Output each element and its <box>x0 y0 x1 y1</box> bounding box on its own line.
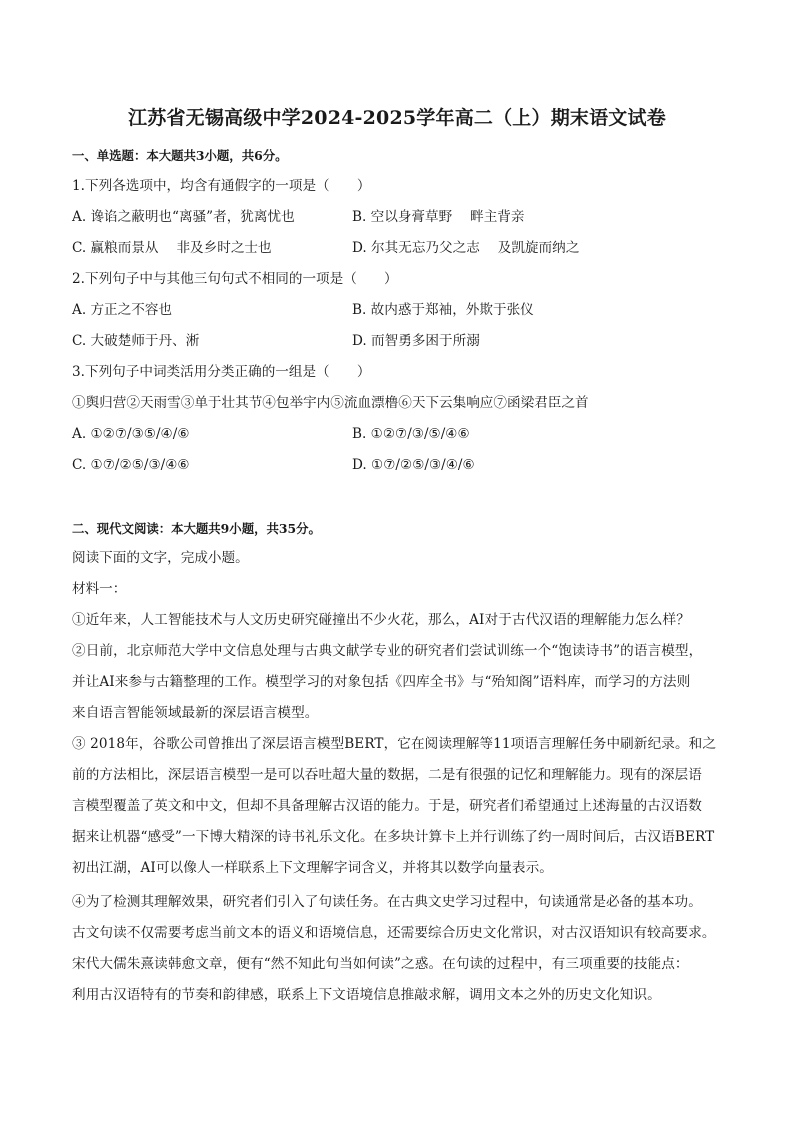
question-3-option-b: B. ①②⑦/③/⑤/④⑥ <box>352 426 470 442</box>
question-3-stem: 3.下列句子中词类活用分类正确的一组是（ ） <box>72 364 371 380</box>
passage-line: ④为了检测其理解效果，研究者们引入了句读任务。在古典文史学习过程中，句读通常是必备的基本功。 <box>72 894 702 910</box>
question-3-option-d: D. ①⑦/②⑤/③/④/⑥ <box>352 457 475 473</box>
question-3-items: ①舆归营②天雨雪③单于壮其节④包举宇内⑤流血漂橹⑥天下云集响应⑦函梁君臣之首 <box>72 395 589 411</box>
section-1-heading: 一、单选题：本大题共3小题，共6分。 <box>72 148 288 163</box>
passage-line: 来自语言智能领域最新的深层语言模型。 <box>72 705 319 721</box>
question-1-option-b: B. 空以身膏草野 畔主背亲 <box>352 209 525 225</box>
question-2-option-b: B. 故内惑于郑袖，外欺于张仪 <box>352 302 534 318</box>
question-1-option-d: D. 尔其无忘乃父之志 及凯旋而纳之 <box>352 240 580 256</box>
passage-line: ①近年来，人工智能技术与人文历史研究碰撞出不少火花，那么，AI对于古代汉语的理解能力怎么样？ <box>72 612 690 628</box>
passage-line: 古文句读不仅需要考虑当前文本的语义和语境信息，还需要综合历史文化常识，对古汉语知识有较高要求。 <box>72 925 716 941</box>
material-label: 材料一： <box>72 581 127 597</box>
exam-title: 江苏省无锡高级中学2024-2025学年高二（上）期末语文试卷 <box>128 107 666 129</box>
question-2-option-c: C. 大破楚师于丹、淅 <box>72 333 200 349</box>
question-3-option-c: C. ①⑦/②⑤/③/④⑥ <box>72 457 190 473</box>
passage-line: 利用古汉语特有的节奏和韵律感，联系上下文语境信息推敲求解，调用文本之外的历史文化知识。 <box>72 987 661 1003</box>
passage-line: 并让AI来参与古籍整理的工作。模型学习的对象包括《四库全书》与“殆知阁”语料库，而学习的方法则 <box>72 674 691 690</box>
passage-line: ②日前，北京师范大学中文信息处理与古典文献学专业的研究者们尝试训练一个“饱读诗书”的语言模型， <box>72 643 703 659</box>
section-2-heading: 二、现代文阅读：本大题共9小题，共35分。 <box>72 521 321 536</box>
question-1-option-a: A. 谗谄之蔽明也“离骚”者，犹离忧也 <box>72 209 295 225</box>
passage-line: 言模型覆盖了英文和中文，但却不具备理解古汉语的能力。于是，研究者们希望通过上述海量的古汉语数 <box>72 798 702 814</box>
reading-intro: 阅读下面的文字，完成小题。 <box>72 550 249 566</box>
passage-line: 宋代大儒朱熹读韩愈文章，便有“然不知此句当如何读”之惑。在句读的过程中，有三项重要的技能点： <box>72 956 689 972</box>
passage-line: ③ 2018年，谷歌公司曾推出了深层语言模型BERT，它在阅读理解等11项语言理解任务中刷新纪录。和之 <box>72 736 717 752</box>
question-1-stem: 1.下列各选项中，均含有通假字的一项是（ ） <box>72 178 371 194</box>
question-2-option-a: A. 方正之不容也 <box>72 302 173 318</box>
question-1-option-c: C. 赢粮而景从 非及乡时之士也 <box>72 240 272 256</box>
question-3-option-a: A. ①②⑦/③⑤/④/⑥ <box>72 426 190 442</box>
passage-line: 初出江湖，AI可以像人一样联系上下文理解字词含义，并将其以数学向量表示。 <box>72 860 553 876</box>
question-2-option-d: D. 而智勇多困于所溺 <box>352 333 480 349</box>
question-2-stem: 2.下列句子中与其他三句句式不相同的一项是（ ） <box>72 271 398 287</box>
passage-line: 前的方法相比，深层语言模型一是可以吞吐超大量的数据，二是有很强的记忆和理解能力。现有的深层语 <box>72 767 702 783</box>
passage-line: 据来让机器“感受”一下博大精深的诗书礼乐文化。在多块计算卡上并行训练了约一周时间后，古汉语BERT <box>72 829 715 845</box>
